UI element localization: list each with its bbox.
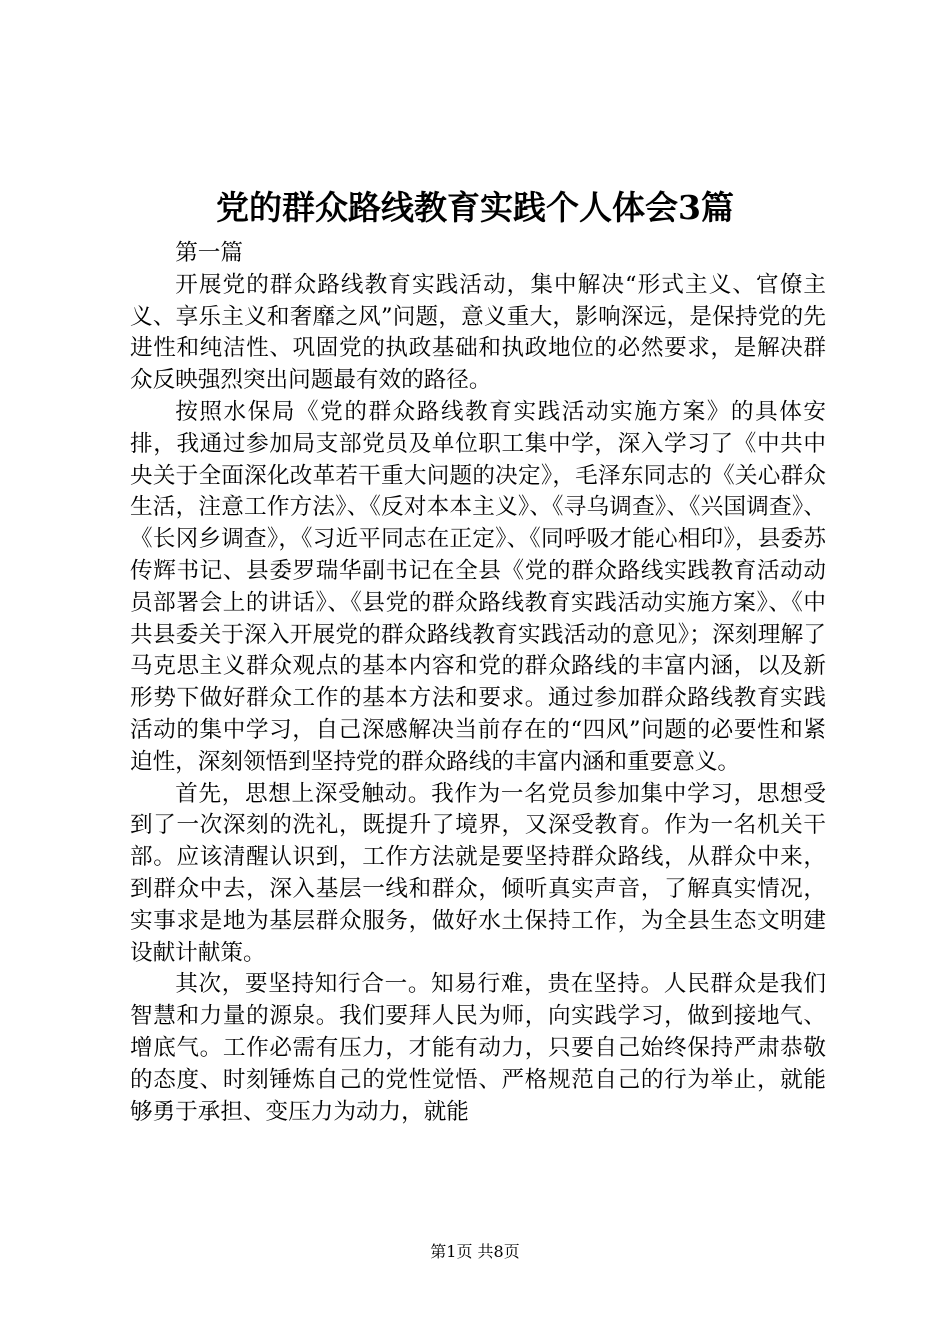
document-body	[130, 238, 826, 1128]
paragraph-1: 开展党的群众路线教育实践活动，集中解决“形式主义、官僚主义、享乐主义和奢靡之风”问题，意义重大，影响深远，是保持党的先进性和纯洁性、巩固党的执政基础和执政地位的必然要求，是解决群众反映强烈突出问题最有效的路径。	[130, 271, 826, 394]
paragraph-3: 首先，思想上深受触动。我作为一名党员参加集中学习，思想受到了一次深刻的洗礼，既提升了境界，又深受教育。作为一名机关干部。应该清醒认识到，工作方法就是要坚持群众路线，从群众中来，到群众中去，深入基层一线和群众，倾听真实声音，了解真实情况，实事求是地为基层群众服务，做好水土保持工作，为全县生态文明建设献计献策。	[130, 780, 826, 966]
paragraph-4: 其次，要坚持知行合一。知易行难，贵在坚持。人民群众是我们智慧和力量的源泉。我们要拜人民为师，向实践学习，做到接地气、增底气。工作必需有压力，才能有动力，只要自己始终保持严肃恭敬的态度、时刻锤炼自己的党性觉悟、严格规范自己的行为举止，就能够勇于承担、变压力为动力，就能	[130, 971, 826, 1125]
section-heading: 第一篇	[175, 240, 243, 266]
document-title: 党的群众路线教育实践个人体会3篇	[216, 188, 734, 227]
paragraph-2: 按照水保局《党的群众路线教育实践活动实施方案》的具体安排，我通过参加局支部党员及单位职工集中学，深入学习了《中共中央关于全面深化改革若干重大问题的决定》，毛泽东同志的《关心群众生活，注意工作方法》、《反对本本主义》、《寻乌调查》、《兴国调查》、《长冈乡调查》，《习近平同志在正定》、《同呼吸才能心相印》，县委苏传辉书记、县委罗瑞华副书记在全县《党的群众路线实践教育活动动员部署会上的讲话》、《县党的群众路线教育实践活动实施方案》、《中共县委关于深入开展党的群众路线教育实践活动的意见》；深刻理解了马克思主义群众观点的基本内容和党的群众路线的丰富内涵，以及新形势下做好群众工作的基本方法和要求。通过参加群众路线教育实践活动的集中学习，自己深感解决当前存在的“四风”问题的必要性和紧迫性，深刻领悟到坚持党的群众路线的丰富内涵和重要意义。	[130, 398, 826, 775]
page-footer: 第1页 共8页	[430, 1242, 520, 1261]
